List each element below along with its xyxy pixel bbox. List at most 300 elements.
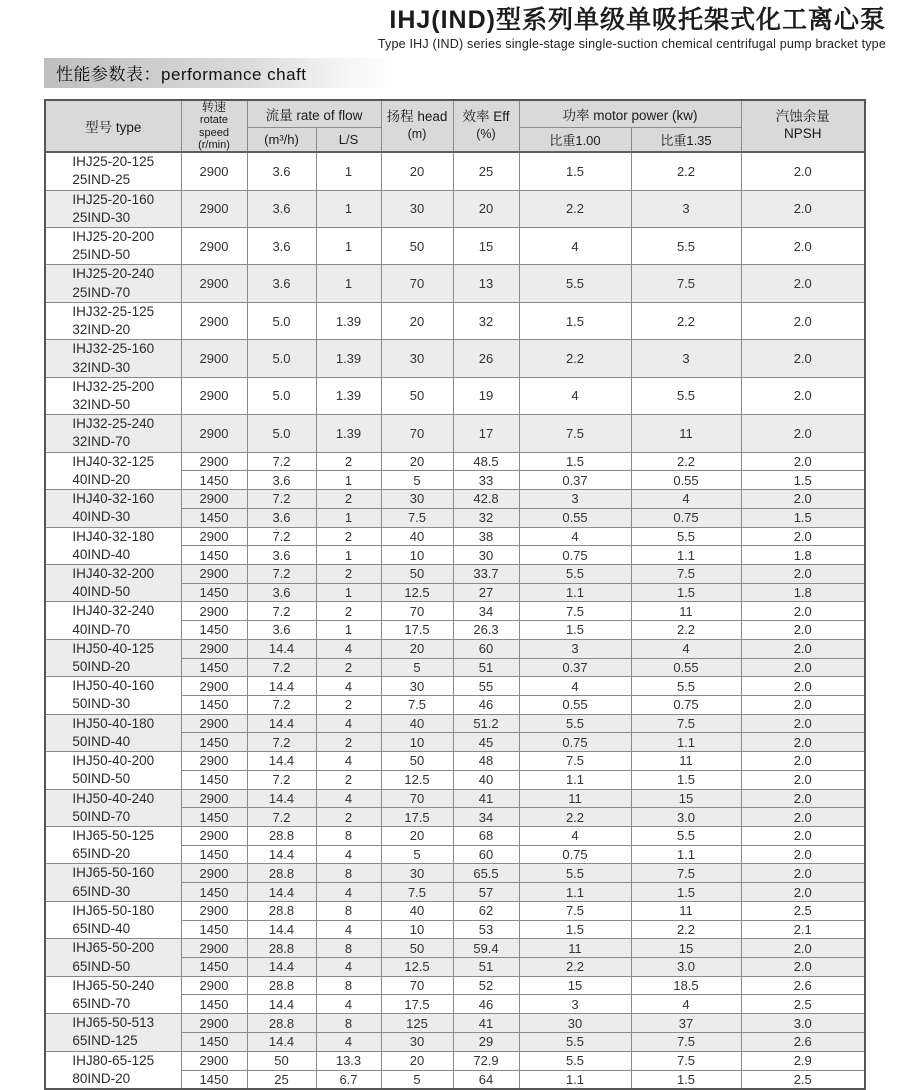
cell-power-sg100: 2.2 <box>519 808 631 827</box>
cell-flow-m3h: 14.4 <box>247 677 316 696</box>
cell-flow-ls: 1 <box>316 471 381 490</box>
cell-eff: 13 <box>453 265 519 302</box>
cell-head: 12.5 <box>381 770 453 789</box>
cell-power-sg135: 0.55 <box>631 471 741 490</box>
cell-head: 5 <box>381 471 453 490</box>
cell-head: 30 <box>381 340 453 377</box>
cell-flow-m3h: 3.6 <box>247 583 316 602</box>
cell-flow-m3h: 7.2 <box>247 527 316 546</box>
cell-power-sg135: 15 <box>631 789 741 808</box>
pump-row <box>45 1014 865 1033</box>
pump-row <box>45 265 865 302</box>
cell-flow-m3h: 3.6 <box>247 265 316 302</box>
cell-head: 20 <box>381 639 453 658</box>
cell-power-sg100: 7.5 <box>519 752 631 771</box>
cell-flow-ls: 8 <box>316 939 381 958</box>
cell-power-sg135: 4 <box>631 995 741 1014</box>
cell-flow-ls: 8 <box>316 827 381 846</box>
cell-eff: 53 <box>453 920 519 939</box>
cell-flow-ls: 2 <box>316 658 381 677</box>
header-rotate-speed <box>181 100 247 152</box>
cell-speed: 2900 <box>181 377 247 414</box>
cell-power-sg135: 2.2 <box>631 920 741 939</box>
cell-flow-m3h: 14.4 <box>247 883 316 902</box>
cell-eff: 15 <box>453 228 519 265</box>
cell-flow-m3h: 5.0 <box>247 302 316 339</box>
cell-npsh: 2.0 <box>741 939 865 958</box>
cell-head: 17.5 <box>381 808 453 827</box>
cell-eff: 33 <box>453 471 519 490</box>
header-flow-ls: L/S <box>316 128 381 152</box>
cell-flow-m3h: 25 <box>247 1070 316 1089</box>
cell-speed: 2900 <box>181 602 247 621</box>
cell-npsh: 2.0 <box>741 228 865 265</box>
pump-row <box>45 939 865 958</box>
cell-power-sg100: 4 <box>519 827 631 846</box>
cell-head: 10 <box>381 546 453 565</box>
pump-row <box>45 564 865 583</box>
cell-npsh: 2.0 <box>741 658 865 677</box>
cell-flow-m3h: 3.6 <box>247 228 316 265</box>
cell-speed: 2900 <box>181 190 247 227</box>
cell-power-sg100: 1.5 <box>519 452 631 471</box>
cell-power-sg135: 4 <box>631 490 741 509</box>
cell-head: 20 <box>381 827 453 846</box>
pump-row <box>45 377 865 414</box>
cell-flow-ls: 4 <box>316 1032 381 1051</box>
model-name: IHJ65-50-125 65IND-20 <box>72 828 155 862</box>
model-name: IHJ40-32-160 40IND-30 <box>72 491 155 525</box>
cell-flow-m3h: 14.4 <box>247 789 316 808</box>
cell-head: 20 <box>381 452 453 471</box>
cell-head: 40 <box>381 714 453 733</box>
cell-eff: 32 <box>453 508 519 527</box>
cell-npsh: 2.1 <box>741 920 865 939</box>
model-cell <box>45 490 181 527</box>
cell-head: 17.5 <box>381 995 453 1014</box>
cell-flow-m3h: 14.4 <box>247 958 316 977</box>
cell-flow-m3h: 14.4 <box>247 1032 316 1051</box>
cell-flow-ls: 1 <box>316 152 381 190</box>
cell-speed: 1450 <box>181 546 247 565</box>
cell-flow-m3h: 7.2 <box>247 452 316 471</box>
cell-power-sg135: 7.5 <box>631 864 741 883</box>
cell-power-sg135: 5.5 <box>631 527 741 546</box>
model-name: IHJ65-50-513 65IND-125 <box>72 1015 155 1049</box>
cell-eff: 48.5 <box>453 452 519 471</box>
cell-power-sg100: 4 <box>519 377 631 414</box>
cell-power-sg100: 0.55 <box>519 508 631 527</box>
cell-eff: 20 <box>453 190 519 227</box>
cell-eff: 46 <box>453 695 519 714</box>
model-name: IHJ25-20-160 25IND-30 <box>72 191 155 225</box>
model-name: IHJ65-50-200 65IND-50 <box>72 940 155 974</box>
cell-power-sg135: 0.75 <box>631 695 741 714</box>
model-name: IHJ40-32-125 40IND-20 <box>72 453 155 487</box>
header-head-unit: (m) <box>407 126 427 141</box>
cell-speed: 2900 <box>181 714 247 733</box>
pump-row <box>45 1051 865 1070</box>
cell-power-sg135: 18.5 <box>631 976 741 995</box>
cell-eff: 72.9 <box>453 1051 519 1070</box>
cell-speed: 2900 <box>181 265 247 302</box>
cell-speed: 2900 <box>181 490 247 509</box>
cell-speed: 1450 <box>181 958 247 977</box>
cell-eff: 60 <box>453 639 519 658</box>
pump-row <box>45 152 865 190</box>
pump-row <box>45 714 865 733</box>
cell-speed: 1450 <box>181 770 247 789</box>
pump-row <box>45 789 865 808</box>
header-efficiency <box>453 100 519 152</box>
cell-speed: 1450 <box>181 471 247 490</box>
cell-npsh: 2.6 <box>741 1032 865 1051</box>
cell-eff: 40 <box>453 770 519 789</box>
cell-npsh: 2.0 <box>741 733 865 752</box>
cell-power-sg100: 1.5 <box>519 621 631 640</box>
cell-power-sg100: 1.5 <box>519 302 631 339</box>
model-cell <box>45 564 181 601</box>
cell-speed: 2900 <box>181 415 247 452</box>
cell-eff: 64 <box>453 1070 519 1089</box>
model-name: IHJ32-25-125 32IND-20 <box>72 303 155 338</box>
cell-power-sg135: 11 <box>631 901 741 920</box>
header-flow-m3h: (m³/h) <box>247 128 316 152</box>
cell-flow-ls: 8 <box>316 976 381 995</box>
cell-power-sg100: 7.5 <box>519 602 631 621</box>
cell-flow-ls: 4 <box>316 752 381 771</box>
cell-power-sg135: 7.5 <box>631 714 741 733</box>
cell-power-sg100: 1.1 <box>519 770 631 789</box>
model-name: IHJ32-25-240 32IND-70 <box>72 416 155 450</box>
model-cell <box>45 340 181 377</box>
header-npsh-zh: 汽蚀余量 <box>775 109 830 125</box>
cell-head: 50 <box>381 377 453 414</box>
cell-npsh: 2.0 <box>741 302 865 339</box>
cell-flow-m3h: 14.4 <box>247 995 316 1014</box>
cell-power-sg100: 5.5 <box>519 1032 631 1051</box>
cell-flow-m3h: 14.4 <box>247 639 316 658</box>
header-power-sg100: 比重1.00 <box>519 128 631 152</box>
cell-power-sg135: 5.5 <box>631 677 741 696</box>
cell-npsh: 2.0 <box>741 714 865 733</box>
cell-head: 20 <box>381 1051 453 1070</box>
cell-flow-ls: 4 <box>316 845 381 864</box>
cell-flow-m3h: 3.6 <box>247 152 316 190</box>
cell-speed: 1450 <box>181 995 247 1014</box>
cell-power-sg100: 0.75 <box>519 733 631 752</box>
cell-flow-m3h: 3.6 <box>247 508 316 527</box>
cell-flow-m3h: 28.8 <box>247 864 316 883</box>
model-cell <box>45 639 181 676</box>
cell-power-sg135: 7.5 <box>631 265 741 302</box>
cell-head: 20 <box>381 302 453 339</box>
cell-npsh: 2.5 <box>741 901 865 920</box>
model-name: IHJ32-25-200 32IND-50 <box>72 378 155 412</box>
cell-eff: 25 <box>453 152 519 190</box>
cell-power-sg100: 0.75 <box>519 546 631 565</box>
cell-npsh: 1.5 <box>741 471 865 490</box>
model-cell <box>45 714 181 751</box>
cell-power-sg100: 1.1 <box>519 883 631 902</box>
cell-speed: 2900 <box>181 677 247 696</box>
model-cell <box>45 415 181 452</box>
pump-row <box>45 190 865 227</box>
cell-head: 5 <box>381 845 453 864</box>
cell-eff: 51 <box>453 658 519 677</box>
cell-power-sg135: 7.5 <box>631 564 741 583</box>
model-name: IHJ25-20-200 25IND-50 <box>72 229 155 263</box>
cell-flow-m3h: 50 <box>247 1051 316 1070</box>
cell-head: 12.5 <box>381 583 453 602</box>
model-name: IHJ40-32-180 40IND-40 <box>72 528 155 562</box>
cell-power-sg100: 3 <box>519 639 631 658</box>
cell-npsh: 2.6 <box>741 976 865 995</box>
cell-eff: 30 <box>453 546 519 565</box>
cell-speed: 2900 <box>181 340 247 377</box>
cell-eff: 29 <box>453 1032 519 1051</box>
cell-flow-ls: 1.39 <box>316 302 381 339</box>
model-cell <box>45 864 181 901</box>
model-name: IHJ65-50-180 65IND-40 <box>72 902 155 937</box>
cell-npsh: 2.0 <box>741 958 865 977</box>
header-rotate-speed-unit: (r/min) <box>198 138 230 151</box>
cell-power-sg135: 1.1 <box>631 546 741 565</box>
cell-npsh: 2.0 <box>741 621 865 640</box>
model-name: IHJ25-20-125 25IND-25 <box>72 154 155 188</box>
cell-head: 30 <box>381 490 453 509</box>
cell-head: 20 <box>381 152 453 190</box>
performance-table <box>44 99 866 1090</box>
cell-speed: 1450 <box>181 1070 247 1089</box>
cell-eff: 41 <box>453 1014 519 1033</box>
cell-flow-ls: 1 <box>316 546 381 565</box>
cell-speed: 1450 <box>181 845 247 864</box>
page-title-zh: IHJ(IND)型系列单级单吸托架式化工离心泵 <box>389 6 886 34</box>
cell-flow-m3h: 7.2 <box>247 490 316 509</box>
cell-head: 30 <box>381 677 453 696</box>
model-name: IHJ50-40-180 50IND-40 <box>72 715 155 749</box>
cell-eff: 55 <box>453 677 519 696</box>
header-npsh <box>741 100 865 152</box>
cell-power-sg135: 3 <box>631 340 741 377</box>
cell-power-sg100: 4 <box>519 527 631 546</box>
cell-flow-ls: 4 <box>316 789 381 808</box>
cell-npsh: 2.0 <box>741 152 865 190</box>
cell-flow-ls: 4 <box>316 883 381 902</box>
cell-head: 7.5 <box>381 883 453 902</box>
cell-power-sg100: 7.5 <box>519 901 631 920</box>
model-cell <box>45 602 181 639</box>
cell-flow-ls: 2 <box>316 695 381 714</box>
cell-flow-m3h: 28.8 <box>247 939 316 958</box>
cell-head: 40 <box>381 901 453 920</box>
cell-flow-ls: 1.39 <box>316 377 381 414</box>
cell-flow-m3h: 3.6 <box>247 546 316 565</box>
cell-speed: 1450 <box>181 733 247 752</box>
cell-power-sg100: 5.5 <box>519 265 631 302</box>
cell-flow-m3h: 7.2 <box>247 658 316 677</box>
cell-npsh: 2.0 <box>741 695 865 714</box>
cell-flow-ls: 4 <box>316 714 381 733</box>
cell-eff: 38 <box>453 527 519 546</box>
cell-power-sg100: 30 <box>519 1014 631 1033</box>
cell-power-sg135: 0.55 <box>631 658 741 677</box>
pump-table-body <box>45 152 865 1089</box>
cell-eff: 51 <box>453 958 519 977</box>
cell-npsh: 2.0 <box>741 770 865 789</box>
model-name: IHJ50-40-200 50IND-50 <box>72 753 155 787</box>
cell-head: 7.5 <box>381 695 453 714</box>
cell-flow-ls: 1 <box>316 228 381 265</box>
cell-flow-ls: 13.3 <box>316 1051 381 1070</box>
cell-eff: 27 <box>453 583 519 602</box>
table-header <box>45 100 865 152</box>
cell-flow-ls: 4 <box>316 677 381 696</box>
cell-flow-m3h: 5.0 <box>247 377 316 414</box>
cell-eff: 51.2 <box>453 714 519 733</box>
cell-power-sg135: 7.5 <box>631 1051 741 1070</box>
header-head-zh: 扬程 head <box>386 109 448 125</box>
cell-power-sg100: 4 <box>519 228 631 265</box>
cell-eff: 26.3 <box>453 621 519 640</box>
cell-flow-ls: 1 <box>316 508 381 527</box>
header-efficiency-unit: (%) <box>476 126 496 141</box>
cell-speed: 2900 <box>181 901 247 920</box>
cell-power-sg100: 5.5 <box>519 714 631 733</box>
cell-power-sg100: 2.2 <box>519 190 631 227</box>
cell-npsh: 3.0 <box>741 1014 865 1033</box>
cell-flow-ls: 2 <box>316 490 381 509</box>
cell-power-sg135: 1.1 <box>631 845 741 864</box>
pump-row <box>45 340 865 377</box>
header-efficiency-zh: 效率 Eff <box>462 109 510 125</box>
cell-speed: 1450 <box>181 658 247 677</box>
cell-flow-m3h: 3.6 <box>247 471 316 490</box>
cell-npsh: 2.0 <box>741 564 865 583</box>
cell-flow-ls: 2 <box>316 808 381 827</box>
cell-flow-m3h: 28.8 <box>247 901 316 920</box>
cell-npsh: 1.8 <box>741 546 865 565</box>
cell-head: 12.5 <box>381 958 453 977</box>
cell-eff: 65.5 <box>453 864 519 883</box>
cell-speed: 2900 <box>181 564 247 583</box>
cell-head: 5 <box>381 1070 453 1089</box>
cell-power-sg100: 1.1 <box>519 583 631 602</box>
header-npsh-en: NPSH <box>783 125 822 141</box>
cell-flow-ls: 2 <box>316 770 381 789</box>
model-cell <box>45 827 181 864</box>
cell-speed: 2900 <box>181 302 247 339</box>
cell-npsh: 2.0 <box>741 602 865 621</box>
model-name: IHJ65-50-160 65IND-30 <box>72 865 155 899</box>
cell-power-sg135: 5.5 <box>631 377 741 414</box>
cell-flow-m3h: 3.6 <box>247 190 316 227</box>
pump-row <box>45 639 865 658</box>
cell-head: 70 <box>381 265 453 302</box>
cell-flow-m3h: 7.2 <box>247 602 316 621</box>
cell-head: 70 <box>381 789 453 808</box>
cell-speed: 1450 <box>181 695 247 714</box>
cell-head: 10 <box>381 920 453 939</box>
cell-speed: 2900 <box>181 1051 247 1070</box>
cell-power-sg100: 0.75 <box>519 845 631 864</box>
cell-power-sg100: 3 <box>519 490 631 509</box>
cell-power-sg100: 2.2 <box>519 340 631 377</box>
cell-flow-ls: 2 <box>316 733 381 752</box>
cell-head: 50 <box>381 228 453 265</box>
cell-power-sg135: 5.5 <box>631 228 741 265</box>
pump-row <box>45 864 865 883</box>
cell-power-sg135: 7.5 <box>631 1032 741 1051</box>
cell-head: 70 <box>381 602 453 621</box>
cell-npsh: 1.8 <box>741 583 865 602</box>
cell-power-sg135: 1.1 <box>631 733 741 752</box>
cell-speed: 1450 <box>181 808 247 827</box>
cell-power-sg135: 2.2 <box>631 621 741 640</box>
cell-speed: 2900 <box>181 152 247 190</box>
model-name: IHJ25-20-240 25IND-70 <box>72 266 155 300</box>
cell-flow-ls: 4 <box>316 639 381 658</box>
cell-speed: 1450 <box>181 583 247 602</box>
cell-flow-ls: 1 <box>316 621 381 640</box>
cell-flow-m3h: 14.4 <box>247 845 316 864</box>
cell-npsh: 2.0 <box>741 190 865 227</box>
cell-npsh: 2.0 <box>741 490 865 509</box>
cell-head: 50 <box>381 752 453 771</box>
cell-power-sg135: 4 <box>631 639 741 658</box>
cell-power-sg135: 2.2 <box>631 302 741 339</box>
cell-flow-m3h: 14.4 <box>247 752 316 771</box>
cell-npsh: 2.0 <box>741 452 865 471</box>
cell-npsh: 2.0 <box>741 415 865 452</box>
cell-eff: 45 <box>453 733 519 752</box>
cell-eff: 26 <box>453 340 519 377</box>
model-cell <box>45 677 181 714</box>
cell-flow-ls: 2 <box>316 452 381 471</box>
cell-eff: 19 <box>453 377 519 414</box>
cell-head: 5 <box>381 658 453 677</box>
header-power-sg135: 比重1.35 <box>631 128 741 152</box>
cell-power-sg135: 37 <box>631 1014 741 1033</box>
cell-power-sg100: 15 <box>519 976 631 995</box>
cell-power-sg100: 1.5 <box>519 152 631 190</box>
cell-eff: 62 <box>453 901 519 920</box>
cell-flow-m3h: 3.6 <box>247 621 316 640</box>
cell-head: 10 <box>381 733 453 752</box>
pump-row <box>45 527 865 546</box>
cell-power-sg100: 11 <box>519 789 631 808</box>
cell-eff: 34 <box>453 602 519 621</box>
cell-flow-m3h: 7.2 <box>247 808 316 827</box>
cell-power-sg100: 1.5 <box>519 920 631 939</box>
cell-head: 7.5 <box>381 508 453 527</box>
cell-flow-ls: 4 <box>316 958 381 977</box>
cell-power-sg135: 2.2 <box>631 152 741 190</box>
cell-speed: 1450 <box>181 920 247 939</box>
cell-eff: 17 <box>453 415 519 452</box>
pump-row <box>45 901 865 920</box>
pump-row <box>45 302 865 339</box>
model-name: IHJ65-50-240 65IND-70 <box>72 977 155 1011</box>
cell-power-sg135: 2.2 <box>631 452 741 471</box>
cell-flow-m3h: 28.8 <box>247 1014 316 1033</box>
header-head <box>381 100 453 152</box>
cell-eff: 60 <box>453 845 519 864</box>
header-rotate-speed-en: rotate speed <box>199 114 229 139</box>
pump-row <box>45 677 865 696</box>
cell-head: 30 <box>381 864 453 883</box>
